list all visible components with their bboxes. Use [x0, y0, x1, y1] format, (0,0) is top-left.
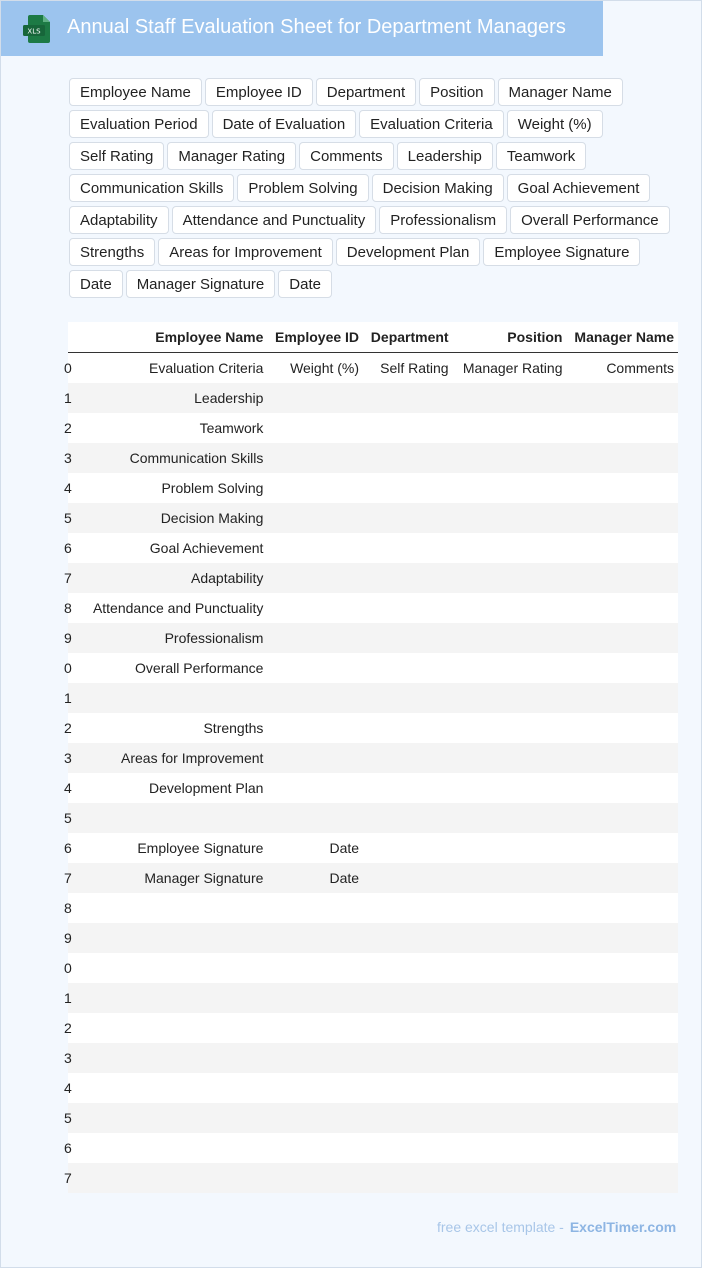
table-row — [68, 683, 678, 713]
field-tag-list — [69, 78, 694, 298]
row-index — [64, 563, 82, 593]
row-index — [64, 653, 82, 683]
row-index-label: 7 — [64, 870, 72, 886]
row-index — [64, 1103, 82, 1133]
excel-file-icon — [23, 14, 51, 44]
row-index-label: 5 — [64, 810, 72, 826]
table-cell — [363, 953, 453, 983]
table-cell — [363, 563, 453, 593]
table-cell: Problem Solving — [82, 473, 267, 503]
table-cell — [267, 1043, 363, 1073]
table-cell — [453, 1103, 567, 1133]
table-cell — [453, 1163, 567, 1193]
table-cell — [267, 443, 363, 473]
field-tag: Self Rating — [69, 142, 164, 170]
table-cell — [267, 623, 363, 653]
row-index-label: 8 — [64, 900, 72, 916]
table-cell: Adaptability — [82, 563, 267, 593]
table-cell — [82, 923, 267, 953]
table-cell — [453, 893, 567, 923]
table-cell — [453, 503, 567, 533]
table-row — [68, 503, 678, 533]
table-row — [68, 743, 678, 773]
table-cell — [267, 383, 363, 413]
row-index-label: 0 — [64, 660, 72, 676]
table-cell — [567, 383, 679, 413]
table-cell — [82, 803, 267, 833]
row-index — [64, 743, 82, 773]
row-index-label: 2 — [64, 420, 72, 436]
table-cell: Self Rating — [363, 353, 453, 384]
table-cell — [567, 863, 679, 893]
field-tag: Attendance and Punctuality — [172, 206, 377, 234]
table-row — [68, 1103, 678, 1133]
table-cell: Comments — [567, 353, 679, 384]
table-cell — [267, 953, 363, 983]
page-header — [1, 1, 603, 56]
table-row — [68, 1163, 678, 1193]
table-cell — [267, 893, 363, 923]
table-cell: Weight (%) — [267, 353, 363, 384]
page-title: Annual Staff Evaluation Sheet for Department Managers — [67, 16, 566, 38]
table-cell: Attendance and Punctuality — [82, 593, 267, 623]
row-index-label: 9 — [64, 930, 72, 946]
row-index-label: 3 — [64, 750, 72, 766]
row-index — [64, 593, 82, 623]
table-cell — [363, 653, 453, 683]
table-cell — [453, 563, 567, 593]
table-cell — [82, 953, 267, 983]
field-tag: Overall Performance — [510, 206, 670, 234]
field-tag: Manager Signature — [126, 270, 276, 298]
table-cell — [267, 1073, 363, 1103]
field-tag: Manager Name — [498, 78, 623, 106]
table-cell — [567, 1043, 679, 1073]
table-cell — [363, 713, 453, 743]
table-row — [68, 1043, 678, 1073]
xls-icon-label: XLS — [27, 27, 41, 36]
table-cell — [567, 983, 679, 1013]
table-row — [68, 803, 678, 833]
table-cell — [363, 743, 453, 773]
field-tag: Department — [316, 78, 416, 106]
table-cell — [567, 923, 679, 953]
table-cell — [567, 833, 679, 863]
row-index-label: 7 — [64, 570, 72, 586]
table-cell — [567, 503, 679, 533]
field-tag: Teamwork — [496, 142, 586, 170]
table-cell — [453, 863, 567, 893]
spreadsheet-preview — [64, 322, 678, 1193]
table-cell: Teamwork — [82, 413, 267, 443]
column-header: Manager Name — [567, 322, 679, 353]
field-tag: Comments — [299, 142, 394, 170]
table-cell — [453, 383, 567, 413]
table-cell — [567, 893, 679, 923]
table-cell — [267, 1013, 363, 1043]
row-index — [64, 473, 82, 503]
field-tag: Date of Evaluation — [212, 110, 357, 138]
table-cell — [567, 683, 679, 713]
field-tag: Strengths — [69, 238, 155, 266]
table-cell: Strengths — [82, 713, 267, 743]
table-cell: Leadership — [82, 383, 267, 413]
table-cell — [267, 503, 363, 533]
row-index — [64, 1043, 82, 1073]
table-row — [68, 473, 678, 503]
table-cell — [82, 1043, 267, 1073]
row-index — [64, 863, 82, 893]
table-cell — [453, 623, 567, 653]
table-cell — [363, 773, 453, 803]
table-row — [68, 773, 678, 803]
field-tag: Position — [419, 78, 494, 106]
field-tag: Employee Signature — [483, 238, 640, 266]
table-cell — [363, 893, 453, 923]
table-cell — [453, 773, 567, 803]
table-row — [68, 353, 678, 384]
row-index-label: 4 — [64, 780, 72, 796]
row-index — [64, 383, 82, 413]
row-index — [64, 1073, 82, 1103]
field-tag: Adaptability — [69, 206, 169, 234]
table-cell — [267, 413, 363, 443]
table-header-row — [68, 322, 678, 353]
table-cell — [453, 443, 567, 473]
row-index-label: 7 — [64, 1170, 72, 1186]
field-tag: Evaluation Criteria — [359, 110, 504, 138]
row-index — [64, 983, 82, 1013]
table-row — [68, 1013, 678, 1043]
field-tag: Leadership — [397, 142, 493, 170]
row-index-label: 5 — [64, 510, 72, 526]
row-index-label: 4 — [64, 1080, 72, 1096]
table-cell: Communication Skills — [82, 443, 267, 473]
field-tag: Professionalism — [379, 206, 507, 234]
table-cell — [267, 1103, 363, 1133]
column-header — [68, 322, 82, 353]
table-cell — [363, 833, 453, 863]
table-cell — [363, 593, 453, 623]
table-cell — [82, 1133, 267, 1163]
spreadsheet-table — [64, 322, 678, 1193]
table-cell — [267, 473, 363, 503]
field-tag: Goal Achievement — [507, 174, 651, 202]
row-index-label: 3 — [64, 1050, 72, 1066]
row-index — [64, 713, 82, 743]
table-cell — [82, 1073, 267, 1103]
table-cell — [567, 653, 679, 683]
table-cell — [567, 593, 679, 623]
table-cell: Manager Signature — [82, 863, 267, 893]
table-cell — [567, 473, 679, 503]
table-row — [68, 593, 678, 623]
table-cell — [82, 1013, 267, 1043]
table-row — [68, 713, 678, 743]
table-cell — [567, 533, 679, 563]
table-cell — [363, 473, 453, 503]
table-cell — [363, 683, 453, 713]
table-row — [68, 383, 678, 413]
table-cell — [82, 1163, 267, 1193]
table-row — [68, 443, 678, 473]
table-cell: Date — [267, 833, 363, 863]
table-cell — [267, 1133, 363, 1163]
table-cell — [567, 743, 679, 773]
table-cell — [363, 413, 453, 443]
table-cell — [567, 1103, 679, 1133]
table-cell: Professionalism — [82, 623, 267, 653]
row-index — [64, 1163, 82, 1193]
table-cell — [267, 773, 363, 803]
table-cell: Employee Signature — [82, 833, 267, 863]
table-cell — [453, 833, 567, 863]
row-index-label: 8 — [64, 600, 72, 616]
row-index-label: 1 — [64, 990, 72, 1006]
table-row — [68, 623, 678, 653]
row-index — [64, 893, 82, 923]
table-cell — [267, 983, 363, 1013]
table-cell — [453, 593, 567, 623]
table-cell — [567, 803, 679, 833]
row-index-label: 1 — [64, 390, 72, 406]
row-index-label: 2 — [64, 1020, 72, 1036]
table-cell — [363, 623, 453, 653]
table-cell — [567, 413, 679, 443]
row-index — [64, 953, 82, 983]
table-cell — [453, 413, 567, 443]
table-cell — [453, 713, 567, 743]
table-cell — [453, 803, 567, 833]
table-cell — [453, 923, 567, 953]
table-cell — [267, 683, 363, 713]
table-row — [68, 1073, 678, 1103]
table-cell — [363, 863, 453, 893]
field-tag: Problem Solving — [237, 174, 368, 202]
field-tag: Date — [69, 270, 123, 298]
table-cell — [363, 533, 453, 563]
table-cell: Decision Making — [82, 503, 267, 533]
table-cell — [267, 653, 363, 683]
row-index-label: 3 — [64, 450, 72, 466]
table-cell — [567, 1073, 679, 1103]
table-cell — [453, 1073, 567, 1103]
table-cell — [363, 803, 453, 833]
table-cell: Manager Rating — [453, 353, 567, 384]
table-cell — [453, 983, 567, 1013]
table-cell: Date — [267, 863, 363, 893]
table-cell — [453, 653, 567, 683]
table-row — [68, 563, 678, 593]
row-index — [64, 1013, 82, 1043]
table-cell — [453, 953, 567, 983]
table-row — [68, 653, 678, 683]
row-index — [64, 623, 82, 653]
column-header: Employee ID — [267, 322, 363, 353]
row-index-label: 4 — [64, 480, 72, 496]
table-cell — [567, 623, 679, 653]
table-cell — [453, 1133, 567, 1163]
table-row — [68, 1133, 678, 1163]
table-cell — [267, 1163, 363, 1193]
table-cell — [267, 803, 363, 833]
table-cell: Goal Achievement — [82, 533, 267, 563]
table-cell — [567, 773, 679, 803]
table-row — [68, 533, 678, 563]
column-header: Employee Name — [82, 322, 267, 353]
row-index — [64, 803, 82, 833]
footer-brand-link[interactable]: ExcelTimer.com — [569, 1219, 677, 1235]
table-cell — [567, 1133, 679, 1163]
table-cell — [453, 1013, 567, 1043]
table-cell — [267, 533, 363, 563]
field-tag: Evaluation Period — [69, 110, 209, 138]
row-index — [64, 503, 82, 533]
field-tag: Communication Skills — [69, 174, 234, 202]
footer-text: free excel template - — [437, 1219, 564, 1235]
table-cell — [82, 683, 267, 713]
table-row — [68, 923, 678, 953]
table-cell — [567, 1013, 679, 1043]
table-cell — [363, 1133, 453, 1163]
table-cell — [453, 533, 567, 563]
column-header: Department — [363, 322, 453, 353]
table-row — [68, 833, 678, 863]
table-row — [68, 413, 678, 443]
field-tag: Date — [278, 270, 332, 298]
row-index-label: 6 — [64, 840, 72, 856]
table-cell — [267, 923, 363, 953]
table-cell — [567, 563, 679, 593]
column-header: Position — [453, 322, 567, 353]
table-cell — [363, 1103, 453, 1133]
table-cell — [363, 923, 453, 953]
table-cell — [363, 1163, 453, 1193]
row-index — [64, 353, 82, 384]
table-cell — [363, 383, 453, 413]
row-index — [64, 833, 82, 863]
row-index-label: 0 — [64, 360, 72, 376]
row-index — [64, 1133, 82, 1163]
row-index-label: 6 — [64, 1140, 72, 1156]
table-row — [68, 863, 678, 893]
row-index-label: 0 — [64, 960, 72, 976]
table-cell — [267, 743, 363, 773]
field-tag: Decision Making — [372, 174, 504, 202]
row-index — [64, 923, 82, 953]
row-index-label: 9 — [64, 630, 72, 646]
field-tag: Weight (%) — [507, 110, 603, 138]
table-cell — [453, 683, 567, 713]
table-cell — [567, 443, 679, 473]
table-cell: Development Plan — [82, 773, 267, 803]
table-row — [68, 953, 678, 983]
row-index-label: 1 — [64, 690, 72, 706]
table-cell — [453, 1043, 567, 1073]
row-index-label: 2 — [64, 720, 72, 736]
field-tag: Employee ID — [205, 78, 313, 106]
row-index — [64, 773, 82, 803]
table-row — [68, 893, 678, 923]
table-cell: Areas for Improvement — [82, 743, 267, 773]
table-cell — [82, 1103, 267, 1133]
table-cell — [363, 1073, 453, 1103]
table-cell — [363, 443, 453, 473]
footer-credit — [437, 1219, 676, 1235]
table-cell — [267, 713, 363, 743]
row-index — [64, 413, 82, 443]
table-cell — [567, 953, 679, 983]
row-index — [64, 683, 82, 713]
row-index-label: 5 — [64, 1110, 72, 1126]
table-cell — [453, 743, 567, 773]
table-cell — [82, 893, 267, 923]
row-index — [64, 533, 82, 563]
table-cell: Overall Performance — [82, 653, 267, 683]
table-cell — [567, 1163, 679, 1193]
table-cell — [363, 503, 453, 533]
table-cell — [363, 1013, 453, 1043]
field-tag: Manager Rating — [167, 142, 296, 170]
table-cell — [267, 563, 363, 593]
table-cell — [82, 983, 267, 1013]
field-tag: Areas for Improvement — [158, 238, 333, 266]
table-cell — [363, 983, 453, 1013]
table-row — [68, 983, 678, 1013]
field-tag: Employee Name — [69, 78, 202, 106]
row-index — [64, 443, 82, 473]
field-tag: Development Plan — [336, 238, 481, 266]
table-cell — [267, 593, 363, 623]
row-index-label: 6 — [64, 540, 72, 556]
table-cell — [363, 1043, 453, 1073]
table-cell: Evaluation Criteria — [82, 353, 267, 384]
table-cell — [453, 473, 567, 503]
table-cell — [567, 713, 679, 743]
